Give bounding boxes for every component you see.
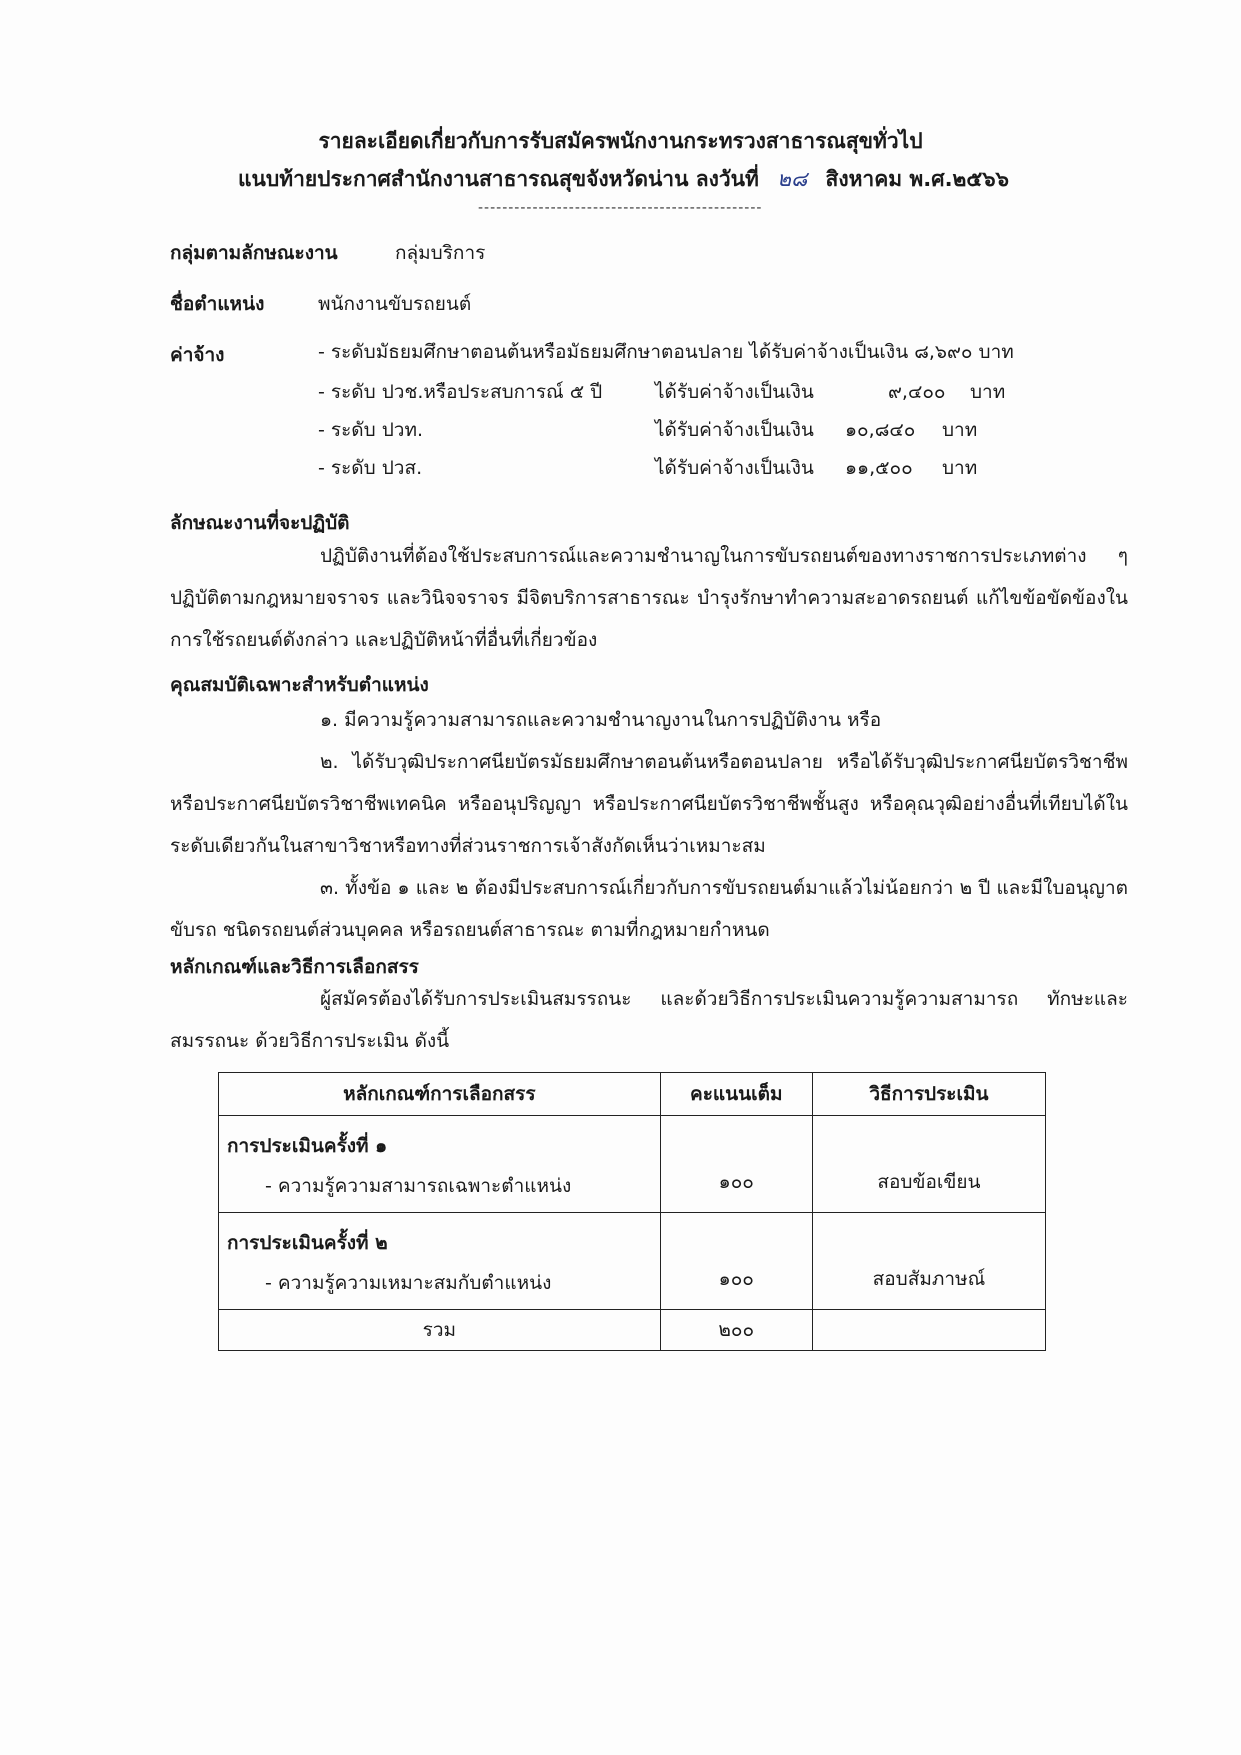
group-label: กลุ่มตามลักษณะงาน [170,242,338,264]
method-cell [812,1213,1045,1310]
position-value: พนักงานขับรถยนต์ [318,293,472,315]
position-label: ชื่อตำแหน่ง [170,293,265,315]
wage-row-2-amount: ๙,๔๐๐ [888,381,946,403]
group-value: กลุ่มบริการ [395,242,486,264]
wage-row-3-amount: ๑๐,๘๔๐ [845,419,916,441]
header-score: คะแนนเต็ม [660,1073,812,1116]
table-row [219,1116,1046,1213]
score-value: ๑๐๐ [718,1268,754,1290]
total-method-empty [812,1310,1045,1351]
wage-row-2-received: ได้รับค่าจ้างเป็นเงิน [655,381,814,403]
wage-label: ค่าจ้าง [170,344,225,366]
wage-row-2-unit: บาท [970,381,1006,403]
duties-heading: ลักษณะงานที่จะปฏิบัติ [170,512,350,534]
total-label: รวม [219,1310,661,1351]
wage-row-4-unit: บาท [942,457,978,479]
criteria-table [218,1072,1046,1351]
selection-text: ผู้สมัครต้องได้รับการประเมินสมรรถนะ และด้วยวิธีการประเมินความรู้ความสามารถ ทักษะและสมรรถนะ ด้วยวิธีการประเมิน ดังนี้ [170,988,1128,1052]
score-cell [660,1213,812,1310]
selection-heading: หลักเกณฑ์และวิธีการเลือกสรร [170,956,419,978]
score-cell [660,1116,812,1213]
wage-row-4-amount: ๑๑,๕๐๐ [845,457,913,479]
qualification-text-3: ๓. ทั้งข้อ ๑ และ ๒ ต้องมีประสบการณ์เกี่ยวกับการขับรถยนต์มาแล้วไม่น้อยกว่า ๒ ปี และมีใบอนุญาตขับรถ ชนิดรถยนต์ส่วนบุคคล หรือรถยนต์สาธารณะ ตามที่กฎหมายกำหนด [170,877,1128,941]
wage-row-4-received: ได้รับค่าจ้างเป็นเงิน [655,457,814,479]
wage-row-3-unit: บาท [942,419,978,441]
qualifications-heading: คุณสมบัติเฉพาะสำหรับตำแหน่ง [170,674,429,696]
qualification-item-2 [170,741,1128,867]
qualification-text-2: ๒. ได้รับวุฒิประกาศนียบัตรมัธยมศึกษาตอนต้นหรือตอนปลาย หรือได้รับวุฒิประกาศนียบัตรวิชาชีพ หรือประกาศนียบัตรวิชาชีพเทคนิค หรืออนุปริญญา หรือประกาศนียบัตรวิชาชีพชั้นสูง หรือคุณวุฒิอย่างอื่นที่เทียบได้ในระดับเดียวกันในสาขาวิชาหรือทางที่ส่วนราชการเจ้าสังกัดเห็นว่าเหมาะสม [170,751,1128,857]
wage-row-3-level: - ระดับ ปวท. [318,419,424,441]
method-value: สอบข้อเขียน [877,1171,981,1193]
selection-paragraph [170,978,1128,1062]
table-row [219,1213,1046,1310]
handwritten-day: ๒๘ [777,167,808,191]
separator-line: ----------------------------------------------- [478,200,763,216]
qualification-item-3 [170,867,1128,951]
subtitle-prefix: แนบท้ายประกาศสำนักงานสาธารณสุขจังหวัดน่าน ลงวันที่ [238,167,759,191]
table-total-row [219,1310,1046,1351]
method-cell [812,1116,1045,1213]
round-title: การประเมินครั้งที่ ๒ [227,1232,388,1254]
table-header-row [219,1073,1046,1116]
criteria-cell [219,1116,661,1213]
round-item: - ความรู้ความเหมาะสมกับตำแหน่ง [265,1272,552,1294]
wage-row-3-received: ได้รับค่าจ้างเป็นเงิน [655,419,814,441]
method-value: สอบสัมภาษณ์ [872,1268,986,1290]
header-method: วิธีการประเมิน [812,1073,1045,1116]
total-score: ๒๐๐ [660,1310,812,1351]
wage-row-4-level: - ระดับ ปวส. [318,457,423,479]
duties-paragraph [170,535,1128,661]
document-title: รายละเอียดเกี่ยวกับการรับสมัครพนักงานกระทรวงสาธารณสุขทั่วไป [318,129,923,153]
wage-row-1-level: - ระดับมัธยมศึกษาตอนต้นหรือมัธยมศึกษาตอนปลาย ได้รับค่าจ้างเป็นเงิน ๘,๖๙๐ บาท [318,341,1014,363]
duties-text: ปฏิบัติงานที่ต้องใช้ประสบการณ์และความชำนาญในการขับรถยนต์ของทางราชการประเภทต่าง ๆ ปฏิบัติตามกฎหมายจราจร และวินิจจราจร มีจิตบริการสาธารณะ บำรุงรักษาทำความสะอาดรถยนต์ แก้ไขข้อขัดข้องในการใช้รถยนต์ดังกล่าว และปฏิบัติหน้าที่อื่นที่เกี่ยวข้อง [170,545,1128,651]
header-criteria: หลักเกณฑ์การเลือกสรร [219,1073,661,1116]
qualification-item-1 [170,699,1128,741]
document-subtitle [238,163,1009,196]
score-value: ๑๐๐ [718,1171,754,1193]
subtitle-suffix: สิงหาคม พ.ศ.๒๕๖๖ [825,167,1009,191]
wage-row-2-level: - ระดับ ปวช.หรือประสบการณ์ ๕ ปี [318,381,603,403]
round-item: - ความรู้ความสามารถเฉพาะตำแหน่ง [265,1175,572,1197]
round-title: การประเมินครั้งที่ ๑ [227,1135,388,1157]
qualification-text-1: ๑. มีความรู้ความสามารถและความชำนาญงานในการปฏิบัติงาน หรือ [320,709,882,731]
criteria-cell [219,1213,661,1310]
